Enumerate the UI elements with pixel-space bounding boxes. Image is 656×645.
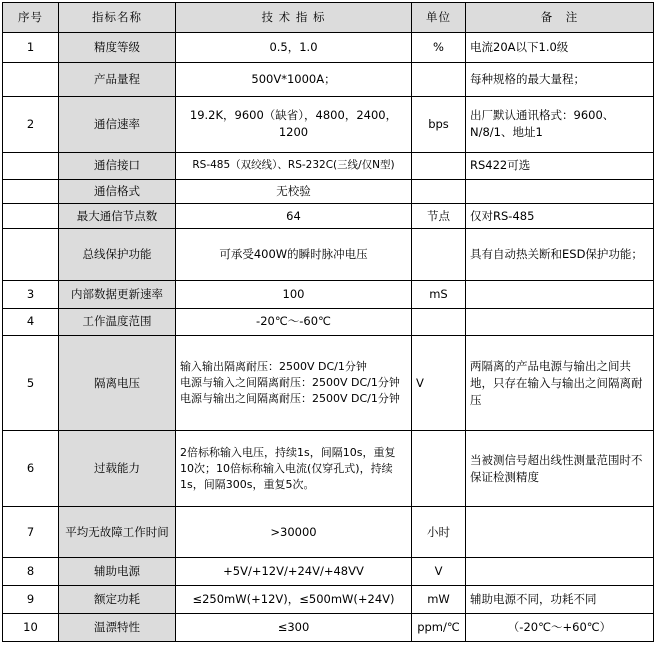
table-row — [3, 280, 654, 308]
table-row — [3, 152, 654, 179]
row-no: 2 — [3, 96, 59, 152]
row-remark: 当被测信号超出线性测量范围时不保证检测精度 — [466, 431, 654, 506]
row-remark: 具有自动热关断和ESD保护功能； — [466, 229, 654, 281]
row-name: 平均无故障工作时间 — [59, 506, 176, 558]
row-no: 8 — [3, 558, 59, 586]
row-spec: +5V/+12V/+24V/+48VV — [176, 558, 412, 586]
row-unit — [412, 62, 466, 96]
row-no: 5 — [3, 336, 59, 431]
row-remark — [466, 558, 654, 586]
spec-table — [2, 2, 654, 642]
header-spec: 技 术 指 标 — [176, 3, 412, 33]
row-name: 最大通信节点数 — [59, 204, 176, 229]
table-row — [3, 614, 654, 642]
row-name: 产品量程 — [59, 62, 176, 96]
table-row — [3, 506, 654, 558]
row-no: 1 — [3, 33, 59, 63]
row-name: 通信接口 — [59, 152, 176, 179]
row-remark: 两隔离的产品电源与输出之间共地，只存在输入与输出之间隔离耐压 — [466, 336, 654, 431]
row-no — [3, 179, 59, 204]
row-remark — [466, 506, 654, 558]
row-no — [3, 62, 59, 96]
row-unit: 节点 — [412, 204, 466, 229]
header-unit: 单位 — [412, 3, 466, 33]
row-spec: 19.2K，9600（缺省），4800，2400，1200 — [176, 96, 412, 152]
row-name: 额定功耗 — [59, 586, 176, 614]
table-row — [3, 586, 654, 614]
row-spec: ≤300 — [176, 614, 412, 642]
row-name: 过载能力 — [59, 431, 176, 506]
row-unit: mS — [412, 280, 466, 308]
header-no: 序号 — [3, 3, 59, 33]
row-no — [3, 152, 59, 179]
row-spec: 输入输出隔离耐压：2500V DC/1分钟 电源与输入之间隔离耐压：2500V DC/1分钟 电源与输出之间隔离耐压：2500V DC/1分钟 — [176, 336, 412, 431]
row-spec: 无校验 — [176, 179, 412, 204]
header-remark: 备 注 — [466, 3, 654, 33]
row-unit — [412, 152, 466, 179]
row-remark: 每种规格的最大量程； — [466, 62, 654, 96]
row-remark: RS422可选 — [466, 152, 654, 179]
row-unit: V — [412, 336, 466, 431]
row-remark: 仅对RS-485 — [466, 204, 654, 229]
row-no: 7 — [3, 506, 59, 558]
row-unit — [412, 431, 466, 506]
row-unit: V — [412, 558, 466, 586]
row-unit: ppm/℃ — [412, 614, 466, 642]
table-row — [3, 96, 654, 152]
row-remark: 辅助电源不同，功耗不同 — [466, 586, 654, 614]
table-row — [3, 229, 654, 281]
row-spec: 100 — [176, 280, 412, 308]
row-name: 精度等级 — [59, 33, 176, 63]
row-unit: 小时 — [412, 506, 466, 558]
table-row — [3, 336, 654, 431]
row-spec: >30000 — [176, 506, 412, 558]
row-unit — [412, 179, 466, 204]
row-no — [3, 229, 59, 281]
row-spec: 500V*1000A； — [176, 62, 412, 96]
row-spec: 2倍标称输入电压，持续1s，间隔10s，重复10次；10倍标称输入电流(仅穿孔式)，持续1s，间隔300s，重复5次。 — [176, 431, 412, 506]
row-spec: 0.5，1.0 — [176, 33, 412, 63]
row-no: 4 — [3, 308, 59, 336]
table-row — [3, 62, 654, 96]
row-spec: RS-485（双绞线）、RS-232C(三线/仅N型) — [176, 152, 412, 179]
row-remark: 出厂默认通讯格式：9600、N/8/1、地址1 — [466, 96, 654, 152]
row-unit — [412, 229, 466, 281]
row-name: 通信速率 — [59, 96, 176, 152]
row-name: 温漂特性 — [59, 614, 176, 642]
row-unit: bps — [412, 96, 466, 152]
row-unit: mW — [412, 586, 466, 614]
row-name: 内部数据更新速率 — [59, 280, 176, 308]
table-row — [3, 179, 654, 204]
row-no: 6 — [3, 431, 59, 506]
header-row — [3, 3, 654, 33]
row-name: 工作温度范围 — [59, 308, 176, 336]
row-no: 9 — [3, 586, 59, 614]
row-unit — [412, 308, 466, 336]
row-name: 隔离电压 — [59, 336, 176, 431]
table-row — [3, 308, 654, 336]
row-unit: % — [412, 33, 466, 63]
row-no: 3 — [3, 280, 59, 308]
table-row — [3, 558, 654, 586]
row-remark — [466, 308, 654, 336]
row-spec: ≤250mW(+12V)，≤500mW(+24V) — [176, 586, 412, 614]
table-row — [3, 431, 654, 506]
row-remark — [466, 179, 654, 204]
row-no: 10 — [3, 614, 59, 642]
row-spec: 可承受400W的瞬时脉冲电压 — [176, 229, 412, 281]
table-row — [3, 33, 654, 63]
row-remark: （-20℃～+60℃） — [466, 614, 654, 642]
row-remark: 电流20A以下1.0级 — [466, 33, 654, 63]
row-remark — [466, 280, 654, 308]
header-name: 指标名称 — [59, 3, 176, 33]
row-name: 辅助电源 — [59, 558, 176, 586]
table-row — [3, 204, 654, 229]
row-spec: -20℃～-60℃ — [176, 308, 412, 336]
row-name: 通信格式 — [59, 179, 176, 204]
row-no — [3, 204, 59, 229]
row-name: 总线保护功能 — [59, 229, 176, 281]
row-spec: 64 — [176, 204, 412, 229]
